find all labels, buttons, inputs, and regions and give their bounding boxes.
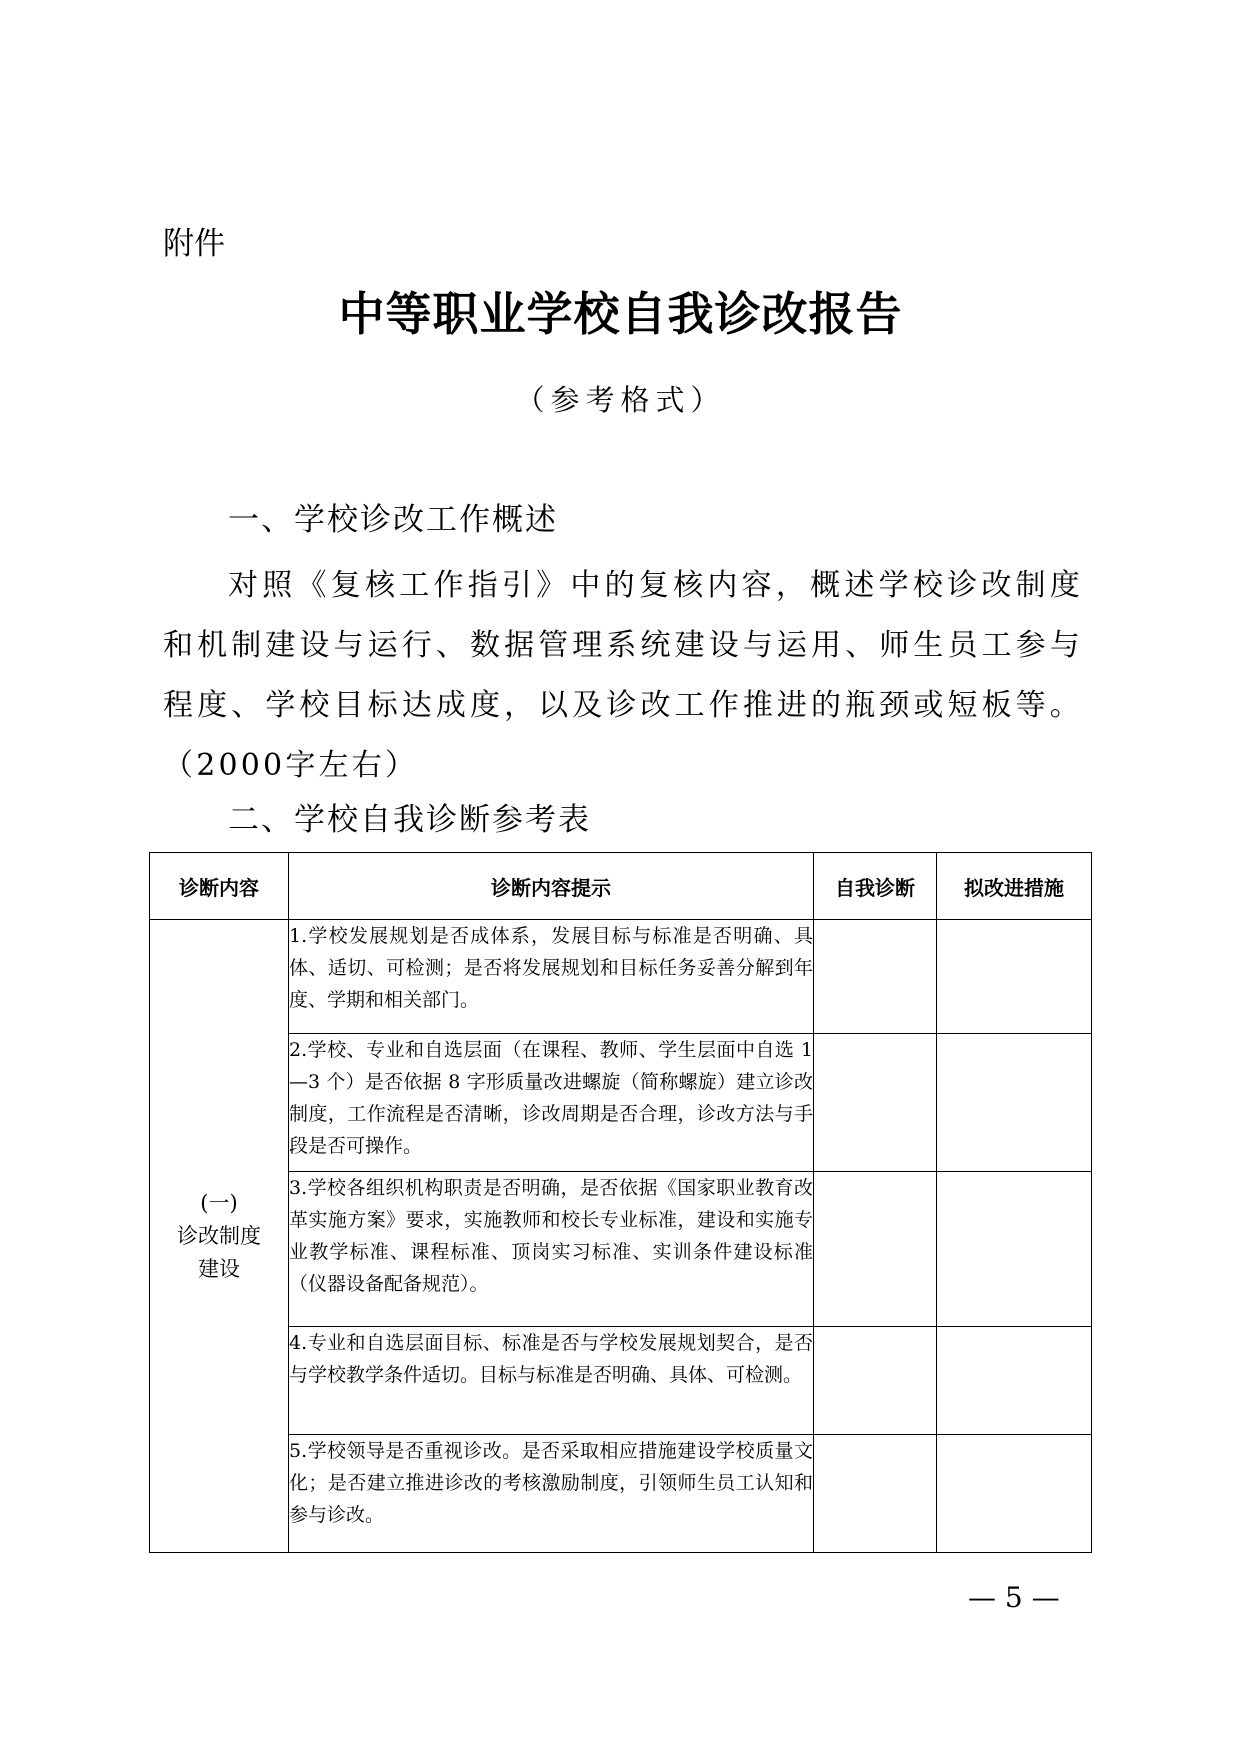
hint-cell: 5.学校领导是否重视诊改。是否采取相应措施建设学校质量文化；是否建立推进诊改的考核激励制度，引领师生员工认知和参与诊改。 <box>289 1435 814 1553</box>
header-diagnosis-content: 诊断内容 <box>150 853 289 920</box>
category-cell <box>150 920 289 1553</box>
document-title: 中等职业学校自我诊改报告 <box>338 287 903 341</box>
self-diagnosis-cell[interactable] <box>814 1172 937 1327</box>
header-improvement-measures: 拟改进措施 <box>937 853 1092 920</box>
document-subtitle: （参考格式） <box>515 383 726 417</box>
improvement-measures-cell[interactable] <box>937 1327 1092 1435</box>
self-diagnosis-cell[interactable] <box>814 1034 937 1172</box>
header-self-diagnosis: 自我诊断 <box>814 853 937 920</box>
table-row <box>150 1172 1092 1327</box>
table-header-row <box>150 853 1092 920</box>
category-name-line1: 诊改制度 <box>177 1223 261 1248</box>
self-diagnosis-cell[interactable] <box>814 1435 937 1553</box>
improvement-measures-cell[interactable] <box>937 1435 1092 1553</box>
improvement-measures-cell[interactable] <box>937 1172 1092 1327</box>
section-2-heading: 二、学校自我诊断参考表 <box>228 802 591 838</box>
table-row <box>150 1327 1092 1435</box>
improvement-measures-cell[interactable] <box>937 1034 1092 1172</box>
page-number: — 5 — <box>968 1581 1060 1614</box>
table-row <box>150 920 1092 1034</box>
attachment-label: 附件 <box>163 226 225 262</box>
hint-cell: 2.学校、专业和自选层面（在课程、教师、学生层面中自选 1—3 个）是否依据 8 字形质量改进螺旋（简称螺旋）建立诊改制度，工作流程是否清晰，诊改周期是否合理，诊改方法与手段是否可操作。 <box>289 1034 814 1172</box>
section-1-paragraph: 对照《复核工作指引》中的复核内容，概述学校诊改制度和机制建设与运行、数据管理系统建设与运用、师生员工参与程度、学校目标达成度，以及诊改工作推进的瓶颈或短板等。（2000字左右） <box>163 568 1083 783</box>
table-row <box>150 1435 1092 1553</box>
category-name-line2: 建设 <box>198 1256 240 1281</box>
section-1-heading: 一、学校诊改工作概述 <box>228 502 558 538</box>
table-row <box>150 1034 1092 1172</box>
self-diagnosis-cell[interactable] <box>814 1327 937 1435</box>
self-diagnosis-cell[interactable] <box>814 920 937 1034</box>
self-diagnosis-table <box>149 852 1092 1553</box>
improvement-measures-cell[interactable] <box>937 920 1092 1034</box>
category-number: (一) <box>200 1190 238 1215</box>
hint-cell: 4.专业和自选层面目标、标准是否与学校发展规划契合，是否与学校教学条件适切。目标与标准是否明确、具体、可检测。 <box>289 1327 814 1435</box>
header-diagnosis-hints: 诊断内容提示 <box>289 853 814 920</box>
hint-cell: 1.学校发展规划是否成体系，发展目标与标准是否明确、具体、适切、可检测；是否将发展规划和目标任务妥善分解到年度、学期和相关部门。 <box>289 920 814 1034</box>
hint-cell: 3.学校各组织机构职责是否明确，是否依据《国家职业教育改革实施方案》要求，实施教师和校长专业标准，建设和实施专业教学标准、课程标准、顶岗实习标准、实训条件建设标准（仪器设备配备规范）。 <box>289 1172 814 1327</box>
